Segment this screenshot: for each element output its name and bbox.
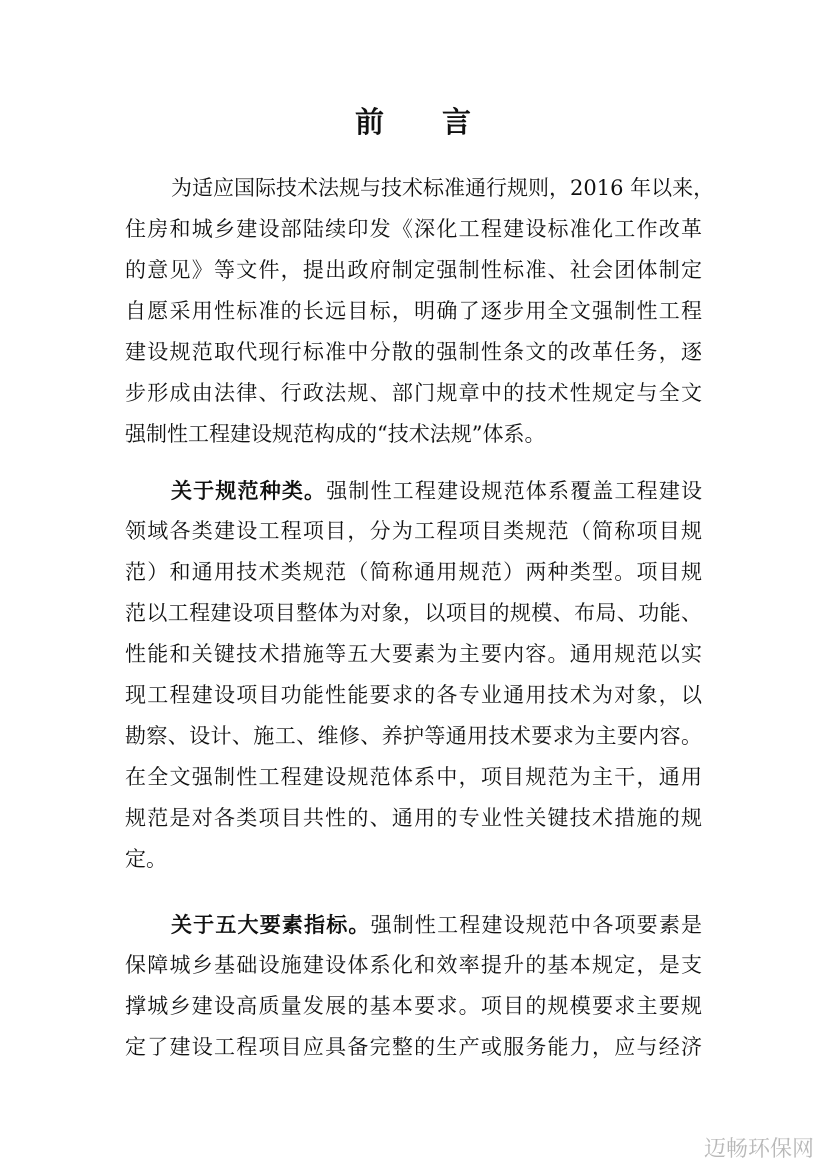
paragraph-line-text: 强制性工程建设规范体系覆盖工程建设 [326,479,702,503]
paragraph-line: 现工程建设项目功能性能要求的各专业通用技术为对象，以 [125,683,702,707]
paragraph-line-text: 强制性工程建设规范中各项要素是 [370,913,703,937]
paragraph-line [125,904,702,945]
paragraph-five-elements [125,904,702,1068]
paragraph-line: 领域各类建设工程项目，分为工程项目类规范（简称项目规 [125,519,702,543]
paragraph-line: 规范是对各类项目共性的、通用的专业性关键技术措施的规 [125,806,702,830]
paragraph-lead-heading: 关于五大要素指标。 [171,912,371,937]
paragraph-line: 步形成由法律、行政法规、部门规章中的技术性规定与全文 [125,381,702,405]
paragraph-line: 定。 [125,847,167,871]
paragraph-line: 撑城乡建设高质量发展的基本要求。项目的规模要求主要规 [125,994,702,1018]
paragraph-spec-types [125,470,702,880]
paragraph-line: 保障城乡基础设施建设体系化和效率提升的基本规定，是支 [125,953,702,977]
paragraph-line: 勘察、设计、施工、维修、养护等通用技术要求为主要内容。 [125,724,702,748]
paragraph-line: 住房和城乡建设部陆续印发《深化工程建设标准化工作改革 [125,217,702,241]
page-title: 前 言 [354,105,471,139]
paragraph-line: 建设规范取代现行标准中分散的强制性条文的改革任务，逐 [125,340,702,364]
paragraph-line: 强制性工程建设规范构成的“技术法规”体系。 [125,422,546,446]
paragraph-line: 范）和通用技术类规范（简称通用规范）两种类型。项目规 [125,560,702,584]
paragraph-line: 在全文强制性工程建设规范体系中，项目规范为主干，通用 [125,765,702,789]
paragraph-line: 定了建设工程项目应具备完整的生产或服务能力，应与经济 [125,1035,702,1059]
paragraph-line: 的意见》等文件，提出政府制定强制性标准、社会团体制定 [125,258,702,282]
paragraph-intro [125,168,715,455]
paragraph-line: 性能和关键技术措施等五大要素为主要内容。通用规范以实 [125,642,702,666]
paragraph-line: 为适应国际技术法规与技术标准通行规则，2016 年以来， [171,176,715,200]
paragraph-line [125,470,702,511]
watermark: 迈畅环保网 [703,1137,814,1162]
paragraph-lead-heading: 关于规范种类。 [171,478,327,503]
paragraph-line: 范以工程建设项目整体为对象，以项目的规模、布局、功能、 [125,601,702,625]
paragraph-line: 自愿采用性标准的长远目标，明确了逐步用全文强制性工程 [125,299,702,323]
